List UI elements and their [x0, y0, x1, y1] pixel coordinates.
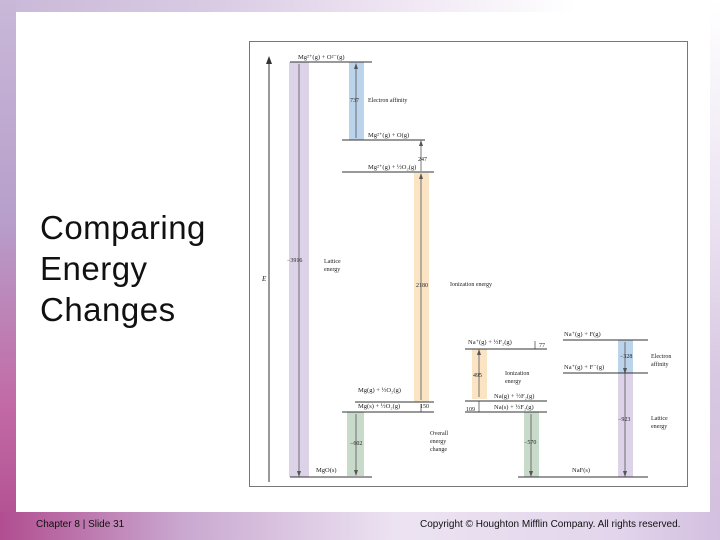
na-dissociation-value: 77 [539, 343, 545, 349]
na-state-product: NaF(s) [572, 467, 591, 474]
mg-state-mg-s: Mg(s) + ½O₂(g) [358, 403, 401, 410]
na-state-affinity: Na⁺(g) + F⁻(g) [564, 364, 605, 371]
na-state-ion: Na⁺(g) + ½F₂(g) [468, 339, 512, 346]
mg-state-product: MgO(s) [316, 467, 337, 474]
na-ionization-value: 495 [473, 373, 482, 379]
na-ionization-label-2: energy [505, 379, 522, 385]
slide-frame-top [0, 0, 720, 12]
mg-lattice-label-1: Lattice [324, 259, 341, 265]
mg-dissociation-value: 247 [418, 157, 427, 163]
na-state-na-s: Na(s) + ½F₂(g) [494, 404, 534, 411]
na-lattice-label-1: Lattice [651, 416, 668, 422]
mg-affinity-label: Electron affinity [368, 98, 408, 104]
mg-state-affinity: Mg²⁺(g) + O(g) [368, 132, 410, 139]
mg-state-top: Mg²⁺(g) + O²⁻(g) [298, 54, 345, 61]
slide-footer-copyright: Copyright © Houghton Mifflin Company. All rights reserved. [420, 519, 681, 530]
na-lattice-value: −923 [618, 417, 631, 423]
slide-footer-chapter: Chapter 8 | Slide 31 [36, 519, 125, 530]
born-haber-diagram [249, 41, 688, 487]
na-ionization-label-1: Ionization [505, 371, 530, 377]
na-lattice-label-2: energy [651, 424, 668, 430]
overall-label-2: energy [430, 439, 447, 445]
mg-lattice-label-2: energy [324, 267, 341, 273]
slide-title: Comparing Energy Changes [40, 209, 206, 328]
na-affinity-label-1: Electron [651, 354, 672, 360]
na-affinity-value: −328 [620, 354, 633, 360]
born-haber-svg [250, 42, 687, 486]
mg-sublimation-value: 150 [420, 404, 429, 410]
na-state-top: Na⁺(g) + F(g) [564, 331, 601, 338]
energy-axis-arrow [266, 56, 272, 64]
slide-frame-right [710, 0, 720, 540]
na-overall-value: −570 [524, 440, 537, 446]
mg-ionization-label: Ionization energy [450, 282, 493, 288]
na-affinity-label-2: affinity [651, 362, 669, 368]
na-state-na-g: Na(g) + ½F₂(g) [494, 393, 535, 400]
slide-frame-left [0, 0, 16, 540]
na-sublimation-value: 109 [466, 407, 475, 413]
mg-dissociation-arrowhead [419, 140, 423, 146]
mg-lattice-value: −3916 [287, 258, 303, 264]
mg-affinity-value: 737 [350, 98, 359, 104]
mg-state-mg-g: Mg(g) + ½O₂(g) [358, 387, 401, 394]
mg-ionization-value: 2180 [416, 283, 428, 289]
overall-label-1: Overall [430, 431, 448, 437]
mg-state-half-o2: Mg²⁺(g) + ½O₂(g) [368, 164, 417, 171]
mg-overall-value: −602 [350, 441, 363, 447]
overall-label-3: change [430, 447, 447, 453]
energy-axis-label: E [262, 275, 267, 283]
